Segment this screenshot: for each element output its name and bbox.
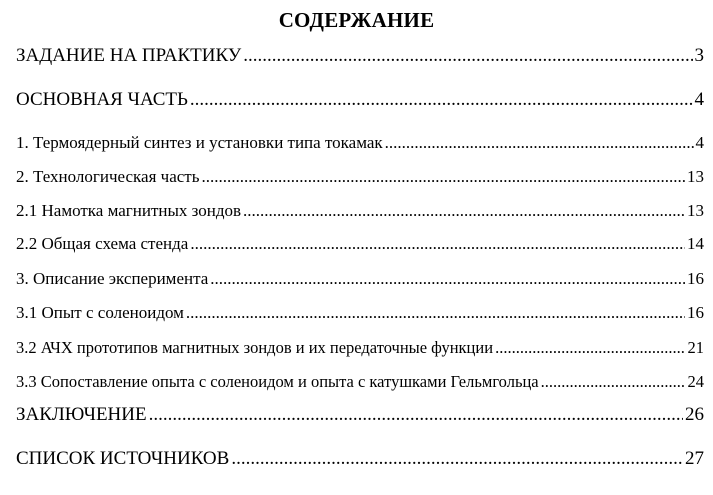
dot-leader [231,447,683,471]
toc-entry-title: ЗАДАНИЕ НА ПРАКТИКУ [16,45,242,66]
dot-leader [243,44,692,68]
toc-entry-section-2 [16,165,704,189]
toc-entry-section-2-1 [16,199,704,223]
toc-entry-page: 26 [685,404,704,425]
toc-entry-page: 4 [694,89,704,110]
dot-leader [385,131,694,155]
toc-entry-title: 3.3 Сопоставление опыта с соленоидом и опыта с катушками Гельмгольца [16,372,539,391]
dot-leader [190,232,685,256]
toc-entry-page: 21 [687,338,704,357]
dot-leader [190,88,693,112]
toc-entry-title: 3.1 Опыт с соленоидом [16,303,184,322]
dot-leader [495,336,685,360]
toc-entry-page: 27 [685,448,704,469]
toc-entry-page: 13 [687,167,704,186]
toc-entry-title: 2.2 Общая схема стенда [16,234,189,253]
toc-entry-section-3-2 [16,336,704,360]
toc-entry-references [16,447,704,471]
toc-entry-assignment [16,44,704,68]
dot-leader [541,370,686,394]
toc-entry-title: 3. Описание эксперимента [16,269,209,288]
toc-entry-title: 2. Технологическая часть [16,167,200,186]
toc-entry-title: СПИСОК ИСТОЧНИКОВ [16,448,230,469]
toc-entry-title: 2.1 Намотка магнитных зондов [16,201,242,220]
toc-entry-page: 16 [687,269,704,288]
dot-leader [243,199,685,223]
toc-entry-title: 3.2 АЧХ прототипов магнитных зондов и их передаточные функции [16,338,494,357]
toc-title: СОДЕРЖАНИЕ [278,8,435,32]
toc-entry-section-1 [16,131,704,155]
toc-entry-main-part [16,88,704,112]
toc-entry-page: 16 [687,303,704,322]
toc-entry-title: ЗАКЛЮЧЕНИЕ [16,404,147,425]
toc-entry-title: 1. Термоядерный синтез и установки типа токамак [16,133,383,152]
toc-entry-page: 3 [694,45,704,66]
toc-entry-page: 13 [687,201,704,220]
toc-entry-section-3 [16,267,704,291]
toc-entry-title: ОСНОВНАЯ ЧАСТЬ [16,89,188,110]
toc-entry-page: 14 [687,234,704,253]
toc-entry-page: 4 [695,133,704,152]
dot-leader [210,267,685,291]
toc-entry-section-3-1 [16,301,704,325]
dot-leader [186,301,685,325]
toc-entry-section-3-3 [16,370,704,394]
toc-entry-page: 24 [687,372,704,391]
toc-entry-section-2-2 [16,232,704,256]
toc-entry-conclusion [16,403,704,427]
dot-leader [149,403,683,427]
dot-leader [202,165,686,189]
